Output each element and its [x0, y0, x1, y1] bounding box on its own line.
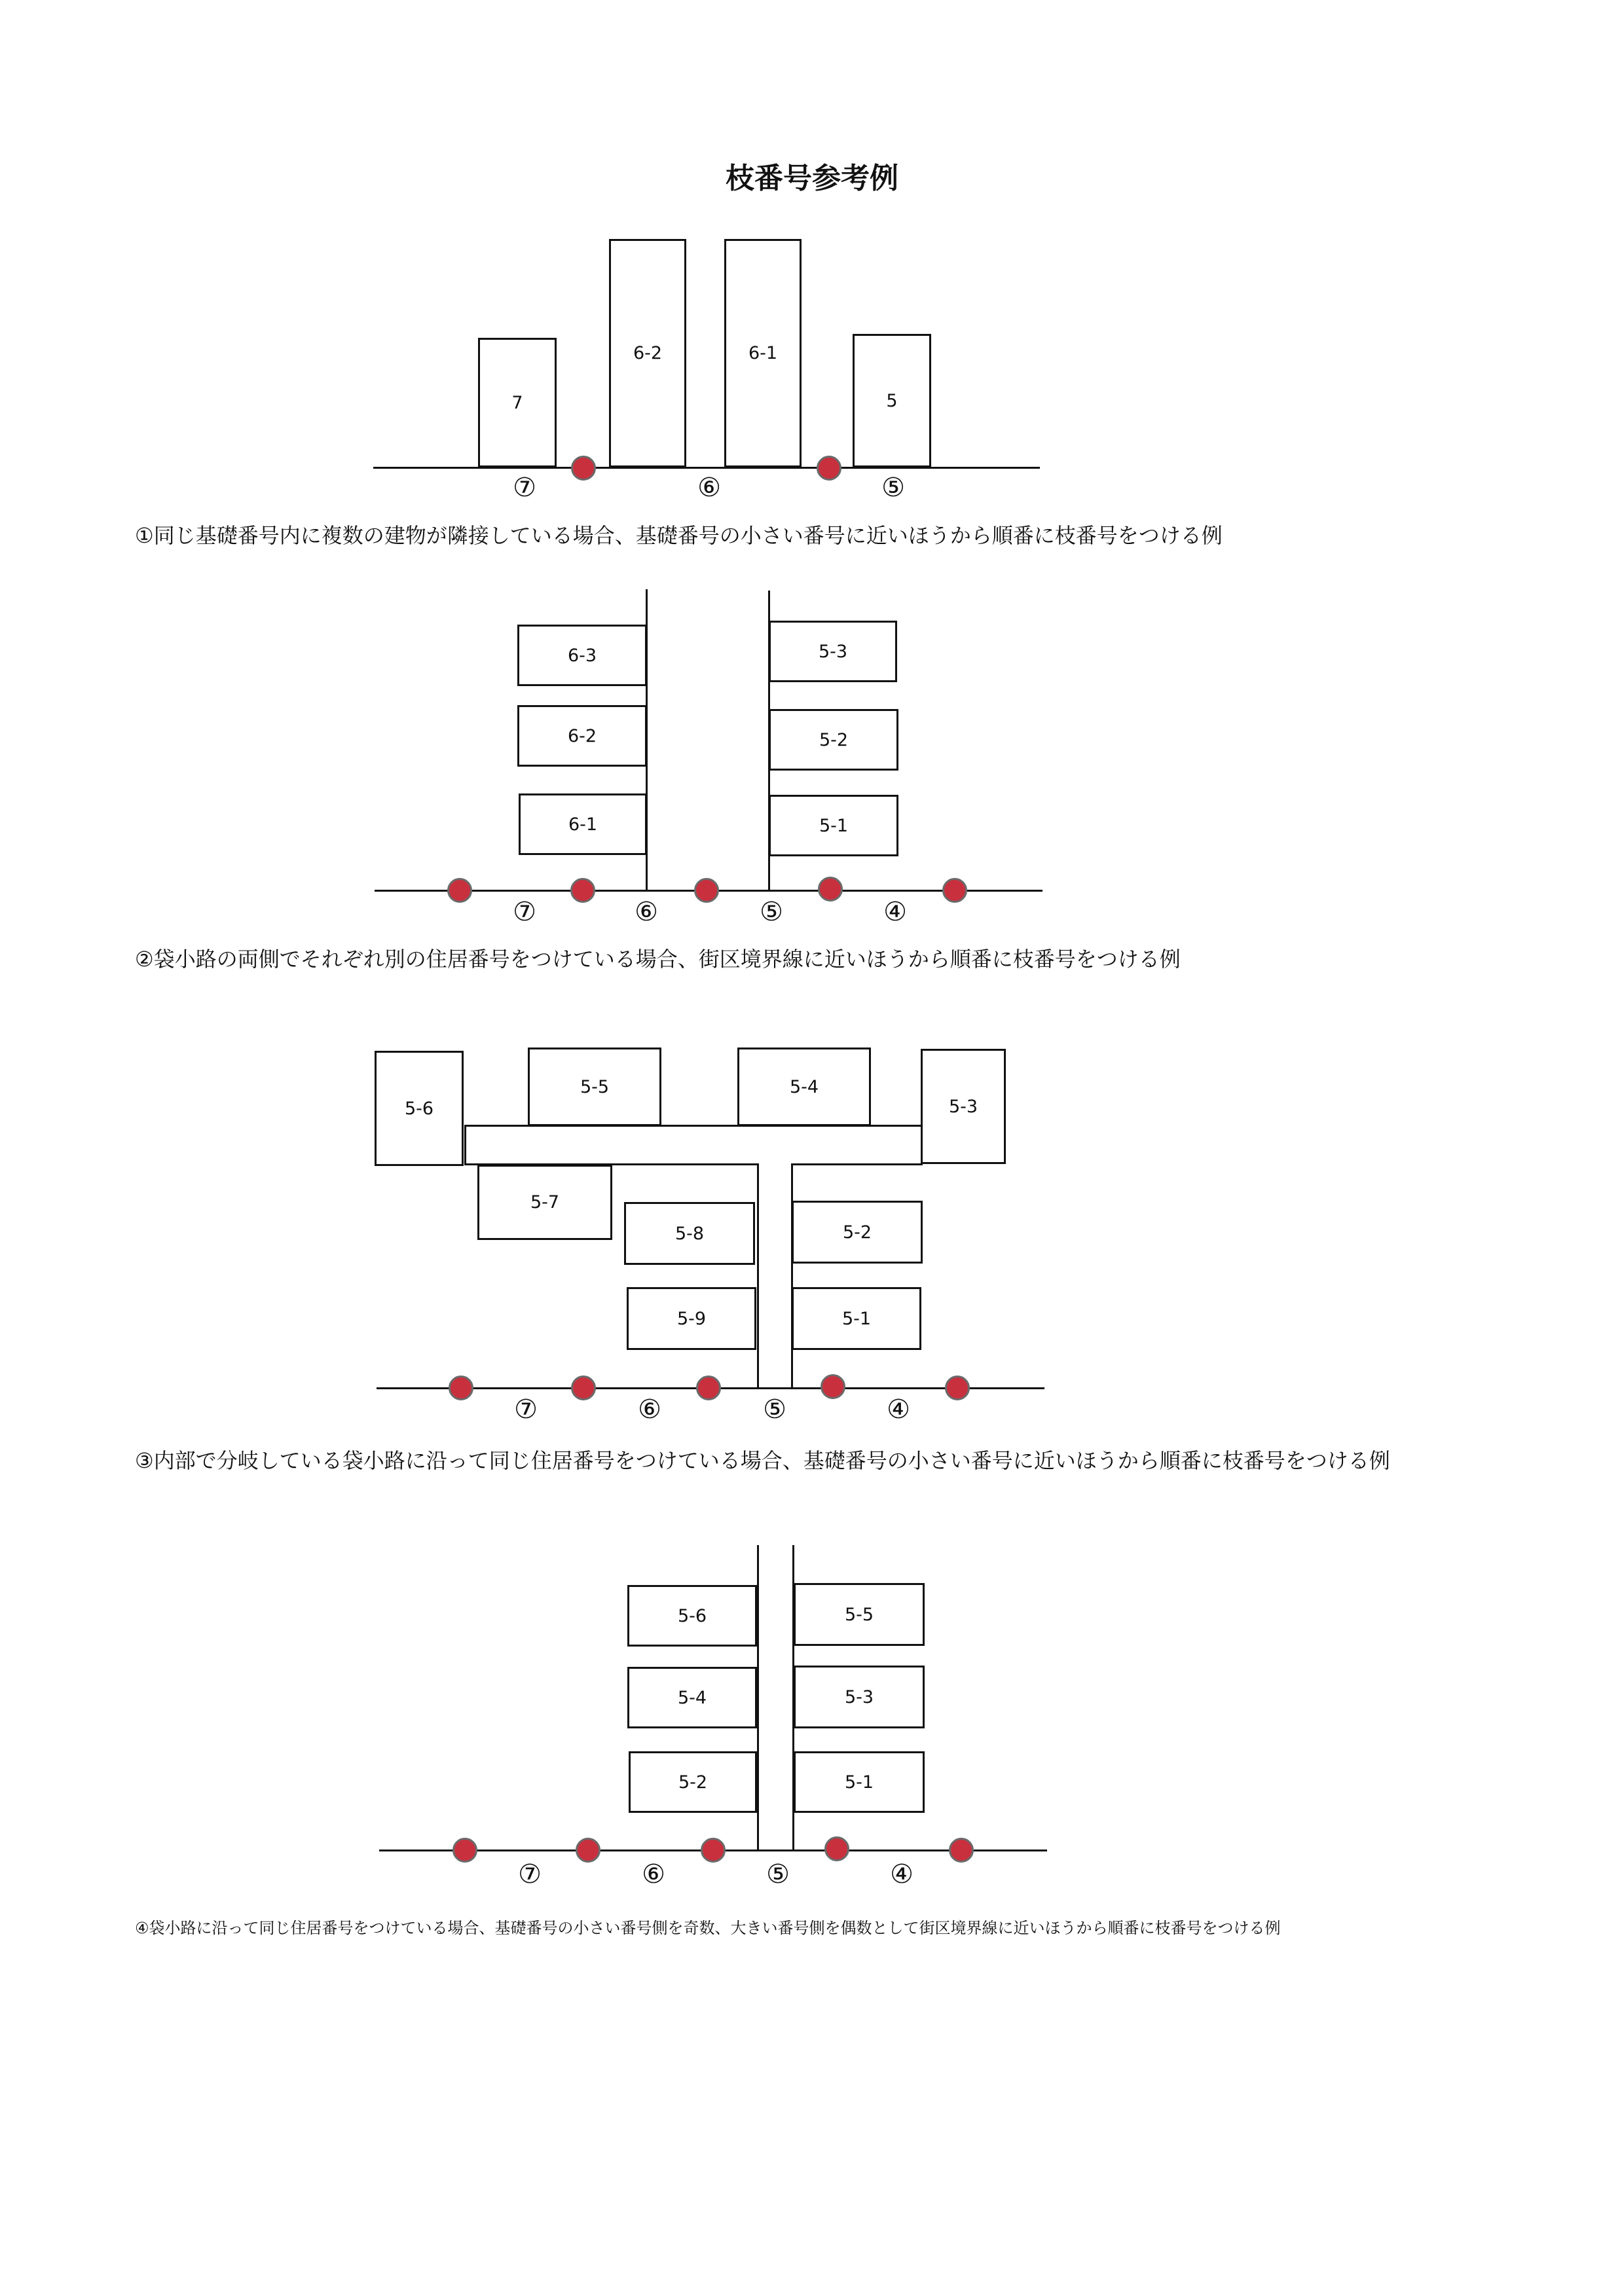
boundary-point	[447, 878, 472, 903]
alley-edge	[791, 1163, 793, 1389]
building: 6-1	[724, 239, 802, 467]
house-number: ④	[890, 1859, 913, 1889]
house-number: ⑥	[642, 1859, 665, 1889]
boundary-point	[817, 456, 841, 481]
building: 5	[853, 334, 931, 467]
building: 5-1	[794, 1751, 925, 1813]
building: 5-5	[528, 1048, 661, 1126]
boundary-point	[949, 1838, 974, 1863]
boundary-point	[696, 1376, 721, 1400]
building: 5-5	[794, 1583, 925, 1646]
building: 5-8	[624, 1202, 755, 1265]
boundary-point	[818, 877, 843, 902]
house-number: ⑤	[763, 1394, 786, 1425]
alley-edge	[792, 1163, 923, 1165]
house-number: ⑤	[760, 897, 783, 927]
boundary-point	[821, 1374, 845, 1399]
page-title: 枝番号参考例	[726, 162, 898, 195]
building: 5-3	[921, 1049, 1006, 1164]
house-number: ⑤	[881, 473, 905, 503]
building: 6-2	[517, 705, 647, 767]
figure-caption: ①同じ基礎番号内に複数の建物が隣接している場合、基礎番号の小さい番号に近いほうから順番に枝番号をつける例	[135, 523, 1223, 548]
figure-caption: ④袋小路に沿って同じ住居番号をつけている場合、基礎番号の小さい番号側を奇数、大きい番号側を偶数として街区境界線に近いほうから順番に枝番号をつける例	[135, 1919, 1281, 1937]
boundary-point	[701, 1838, 726, 1863]
boundary-point	[576, 1838, 600, 1863]
alley-edge	[464, 1125, 466, 1165]
house-number: ④	[887, 1394, 910, 1425]
building: 5-3	[769, 621, 897, 682]
building: 5-1	[769, 795, 898, 856]
building: 5-6	[375, 1051, 464, 1166]
building: 6-2	[609, 239, 686, 467]
alley-edge	[757, 1545, 759, 1851]
building: 5-2	[769, 709, 898, 771]
house-number: ⑥	[638, 1394, 661, 1425]
figure-caption: ③内部で分岐している袋小路に沿って同じ住居番号をつけている場合、基礎番号の小さい番号に近いほうから順番に枝番号をつける例	[135, 1448, 1390, 1473]
house-number: ④	[883, 897, 907, 927]
building: 5-9	[627, 1287, 756, 1350]
building: 5-1	[792, 1287, 921, 1350]
building: 5-2	[629, 1751, 757, 1813]
house-number: ⑦	[518, 1859, 542, 1889]
figure-caption: ②袋小路の両側でそれぞれ別の住居番号をつけている場合、街区境界線に近いほうから順番に枝番号をつける例	[135, 947, 1181, 972]
boundary-point	[571, 456, 596, 481]
boundary-point	[570, 878, 595, 903]
boundary-point	[694, 878, 719, 903]
street-line	[373, 467, 1040, 469]
house-number: ⑥	[697, 473, 721, 503]
building: 5-4	[737, 1048, 871, 1126]
house-number: ⑦	[513, 473, 536, 503]
building: 6-1	[519, 793, 647, 855]
boundary-point	[824, 1836, 849, 1861]
building: 5-4	[627, 1667, 757, 1728]
boundary-point	[452, 1838, 477, 1863]
building: 5-6	[627, 1585, 757, 1647]
boundary-point	[449, 1376, 473, 1400]
house-number: ⑥	[635, 897, 658, 927]
house-number: ⑦	[514, 1394, 538, 1425]
house-number: ⑦	[513, 897, 536, 927]
boundary-point	[945, 1376, 970, 1400]
house-number: ⑤	[766, 1859, 790, 1889]
boundary-point	[571, 1376, 596, 1400]
building: 5-2	[792, 1201, 923, 1264]
building: 7	[478, 338, 557, 467]
building: 5-3	[794, 1666, 925, 1728]
building: 5-7	[477, 1165, 612, 1240]
boundary-point	[942, 878, 967, 903]
alley-edge	[757, 1163, 759, 1389]
building: 6-3	[517, 625, 647, 686]
